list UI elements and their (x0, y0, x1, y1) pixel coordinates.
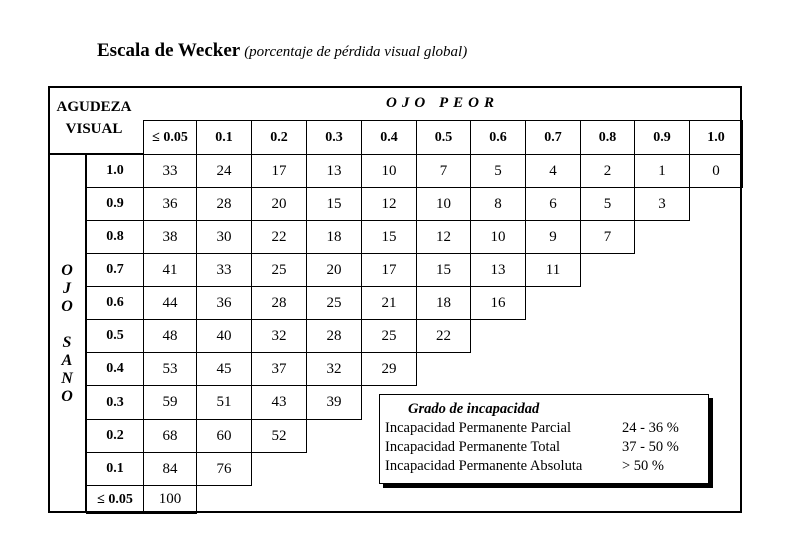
table-cell: 43 (251, 385, 307, 420)
table-cell: 36 (143, 187, 197, 221)
table-cell: 33 (143, 154, 197, 188)
row-header: 0.4 (86, 352, 144, 386)
table-cell: 24 (196, 154, 252, 188)
column-header: 0.3 (306, 120, 362, 155)
table-cell: 76 (196, 452, 252, 486)
row-header: 0.6 (86, 286, 144, 320)
ojo-sano-letter: A (61, 352, 73, 369)
row-header: 0.8 (86, 220, 144, 254)
column-header: 0.7 (525, 120, 581, 155)
table-cell: 15 (306, 187, 362, 221)
table-cell: 8 (470, 187, 526, 221)
table-cell: 11 (525, 253, 581, 287)
ojo-sano-letter: O (61, 298, 73, 315)
table-cell: 16 (470, 286, 526, 320)
ojo-sano-letter: N (61, 370, 73, 387)
ojo-sano-letter: O (61, 262, 73, 279)
table-cell: 59 (143, 385, 197, 420)
table-cell: 37 (251, 352, 307, 386)
column-header: 0.1 (196, 120, 252, 155)
table-cell: 10 (416, 187, 471, 221)
table-cell: 15 (416, 253, 471, 287)
table-cell: 13 (306, 154, 362, 188)
table-cell: 29 (361, 352, 417, 386)
legend-item-value: 24 - 36 % (622, 420, 679, 436)
column-header: 1.0 (689, 120, 743, 155)
column-header: 0.8 (580, 120, 635, 155)
table-cell: 45 (196, 352, 252, 386)
table-cell: 44 (143, 286, 197, 320)
ojo-sano-divider (85, 154, 87, 513)
table-cell: 32 (306, 352, 362, 386)
table-cell: 13 (470, 253, 526, 287)
column-header: 0.6 (470, 120, 526, 155)
title-subtitle: (porcentaje de pérdida visual global) (244, 44, 468, 60)
table-cell: 10 (470, 220, 526, 254)
table-cell: 48 (143, 319, 197, 353)
row-header: 1.0 (86, 154, 144, 188)
table-cell: 7 (580, 220, 635, 254)
table-cell: 22 (416, 319, 471, 353)
table-cell: 9 (525, 220, 581, 254)
corner-label (50, 96, 138, 140)
table-cell: 12 (361, 187, 417, 221)
table-cell: 28 (306, 319, 362, 353)
table-cell: 17 (361, 253, 417, 287)
table-cell: 18 (416, 286, 471, 320)
title-main: Escala de Wecker (97, 40, 241, 61)
table-cell: 38 (143, 220, 197, 254)
table-cell: 21 (361, 286, 417, 320)
legend-item (385, 438, 702, 457)
table-cell: 41 (143, 253, 197, 287)
column-header: 0.4 (361, 120, 417, 155)
table-cell: 39 (306, 385, 362, 420)
table-cell: 36 (196, 286, 252, 320)
ojo-sano-letter: S (62, 334, 72, 351)
table-cell: 20 (306, 253, 362, 287)
corner-divider (48, 153, 144, 155)
row-header: 0.5 (86, 319, 144, 353)
table-cell: 25 (251, 253, 307, 287)
row-header: 0.2 (86, 419, 144, 453)
table-cell: 28 (196, 187, 252, 221)
legend-rows (385, 419, 702, 476)
table-cell: 22 (251, 220, 307, 254)
table-cell: 40 (196, 319, 252, 353)
table-cell: 6 (525, 187, 581, 221)
legend-item-label: Incapacidad Permanente Parcial (385, 420, 571, 436)
legend-box (379, 394, 709, 484)
column-header: 0.9 (634, 120, 690, 155)
row-header: 0.9 (86, 187, 144, 221)
table-cell: 2 (580, 154, 635, 188)
row-header: 0.3 (86, 385, 144, 420)
corner-label-line2: VISUAL (65, 121, 123, 137)
legend-item-label: Incapacidad Permanente Absoluta (385, 458, 583, 474)
column-header: ≤ 0.05 (143, 120, 197, 155)
table-cell: 20 (251, 187, 307, 221)
table-cell: 28 (251, 286, 307, 320)
table-cell: 10 (361, 154, 417, 188)
ojo-sano-letter: O (61, 388, 73, 405)
row-header: 0.7 (86, 253, 144, 287)
row-header: 0.1 (86, 452, 144, 486)
table-cell: 51 (196, 385, 252, 420)
table-cell: 7 (416, 154, 471, 188)
table-cell: 15 (361, 220, 417, 254)
table-cell: 53 (143, 352, 197, 386)
page-title (97, 40, 467, 62)
row-header: ≤ 0.05 (86, 485, 144, 514)
table-cell: 100 (143, 485, 197, 514)
ojo-sano-label (52, 262, 82, 406)
table-cell: 3 (634, 187, 690, 221)
table-cell: 12 (416, 220, 471, 254)
table-cell: 17 (251, 154, 307, 188)
table-cell: 33 (196, 253, 252, 287)
table-cell: 32 (251, 319, 307, 353)
ojo-sano-letter (52, 316, 82, 334)
table-cell: 0 (689, 154, 743, 188)
table-cell: 25 (361, 319, 417, 353)
table-cell: 1 (634, 154, 690, 188)
ojo-sano-letter: J (63, 280, 71, 297)
table-cell: 84 (143, 452, 197, 486)
legend-item (385, 457, 702, 476)
table-cell: 5 (580, 187, 635, 221)
legend-item (385, 419, 702, 438)
table-cell: 4 (525, 154, 581, 188)
table-cell: 18 (306, 220, 362, 254)
column-header: 0.5 (416, 120, 471, 155)
legend-item-value: 37 - 50 % (622, 439, 679, 455)
legend-item-label: Incapacidad Permanente Total (385, 439, 561, 455)
table-cell: 30 (196, 220, 252, 254)
column-header: 0.2 (251, 120, 307, 155)
table-cell: 68 (143, 419, 197, 453)
legend-title: Grado de incapacidad (408, 401, 540, 417)
table-cell: 52 (251, 419, 307, 453)
table-cell: 60 (196, 419, 252, 453)
legend-item-value: > 50 % (622, 458, 665, 474)
corner-label-line1: AGUDEZA (56, 99, 132, 115)
ojo-peor-label: OJO PEOR (386, 95, 499, 111)
table-cell: 5 (470, 154, 526, 188)
table-cell: 25 (306, 286, 362, 320)
